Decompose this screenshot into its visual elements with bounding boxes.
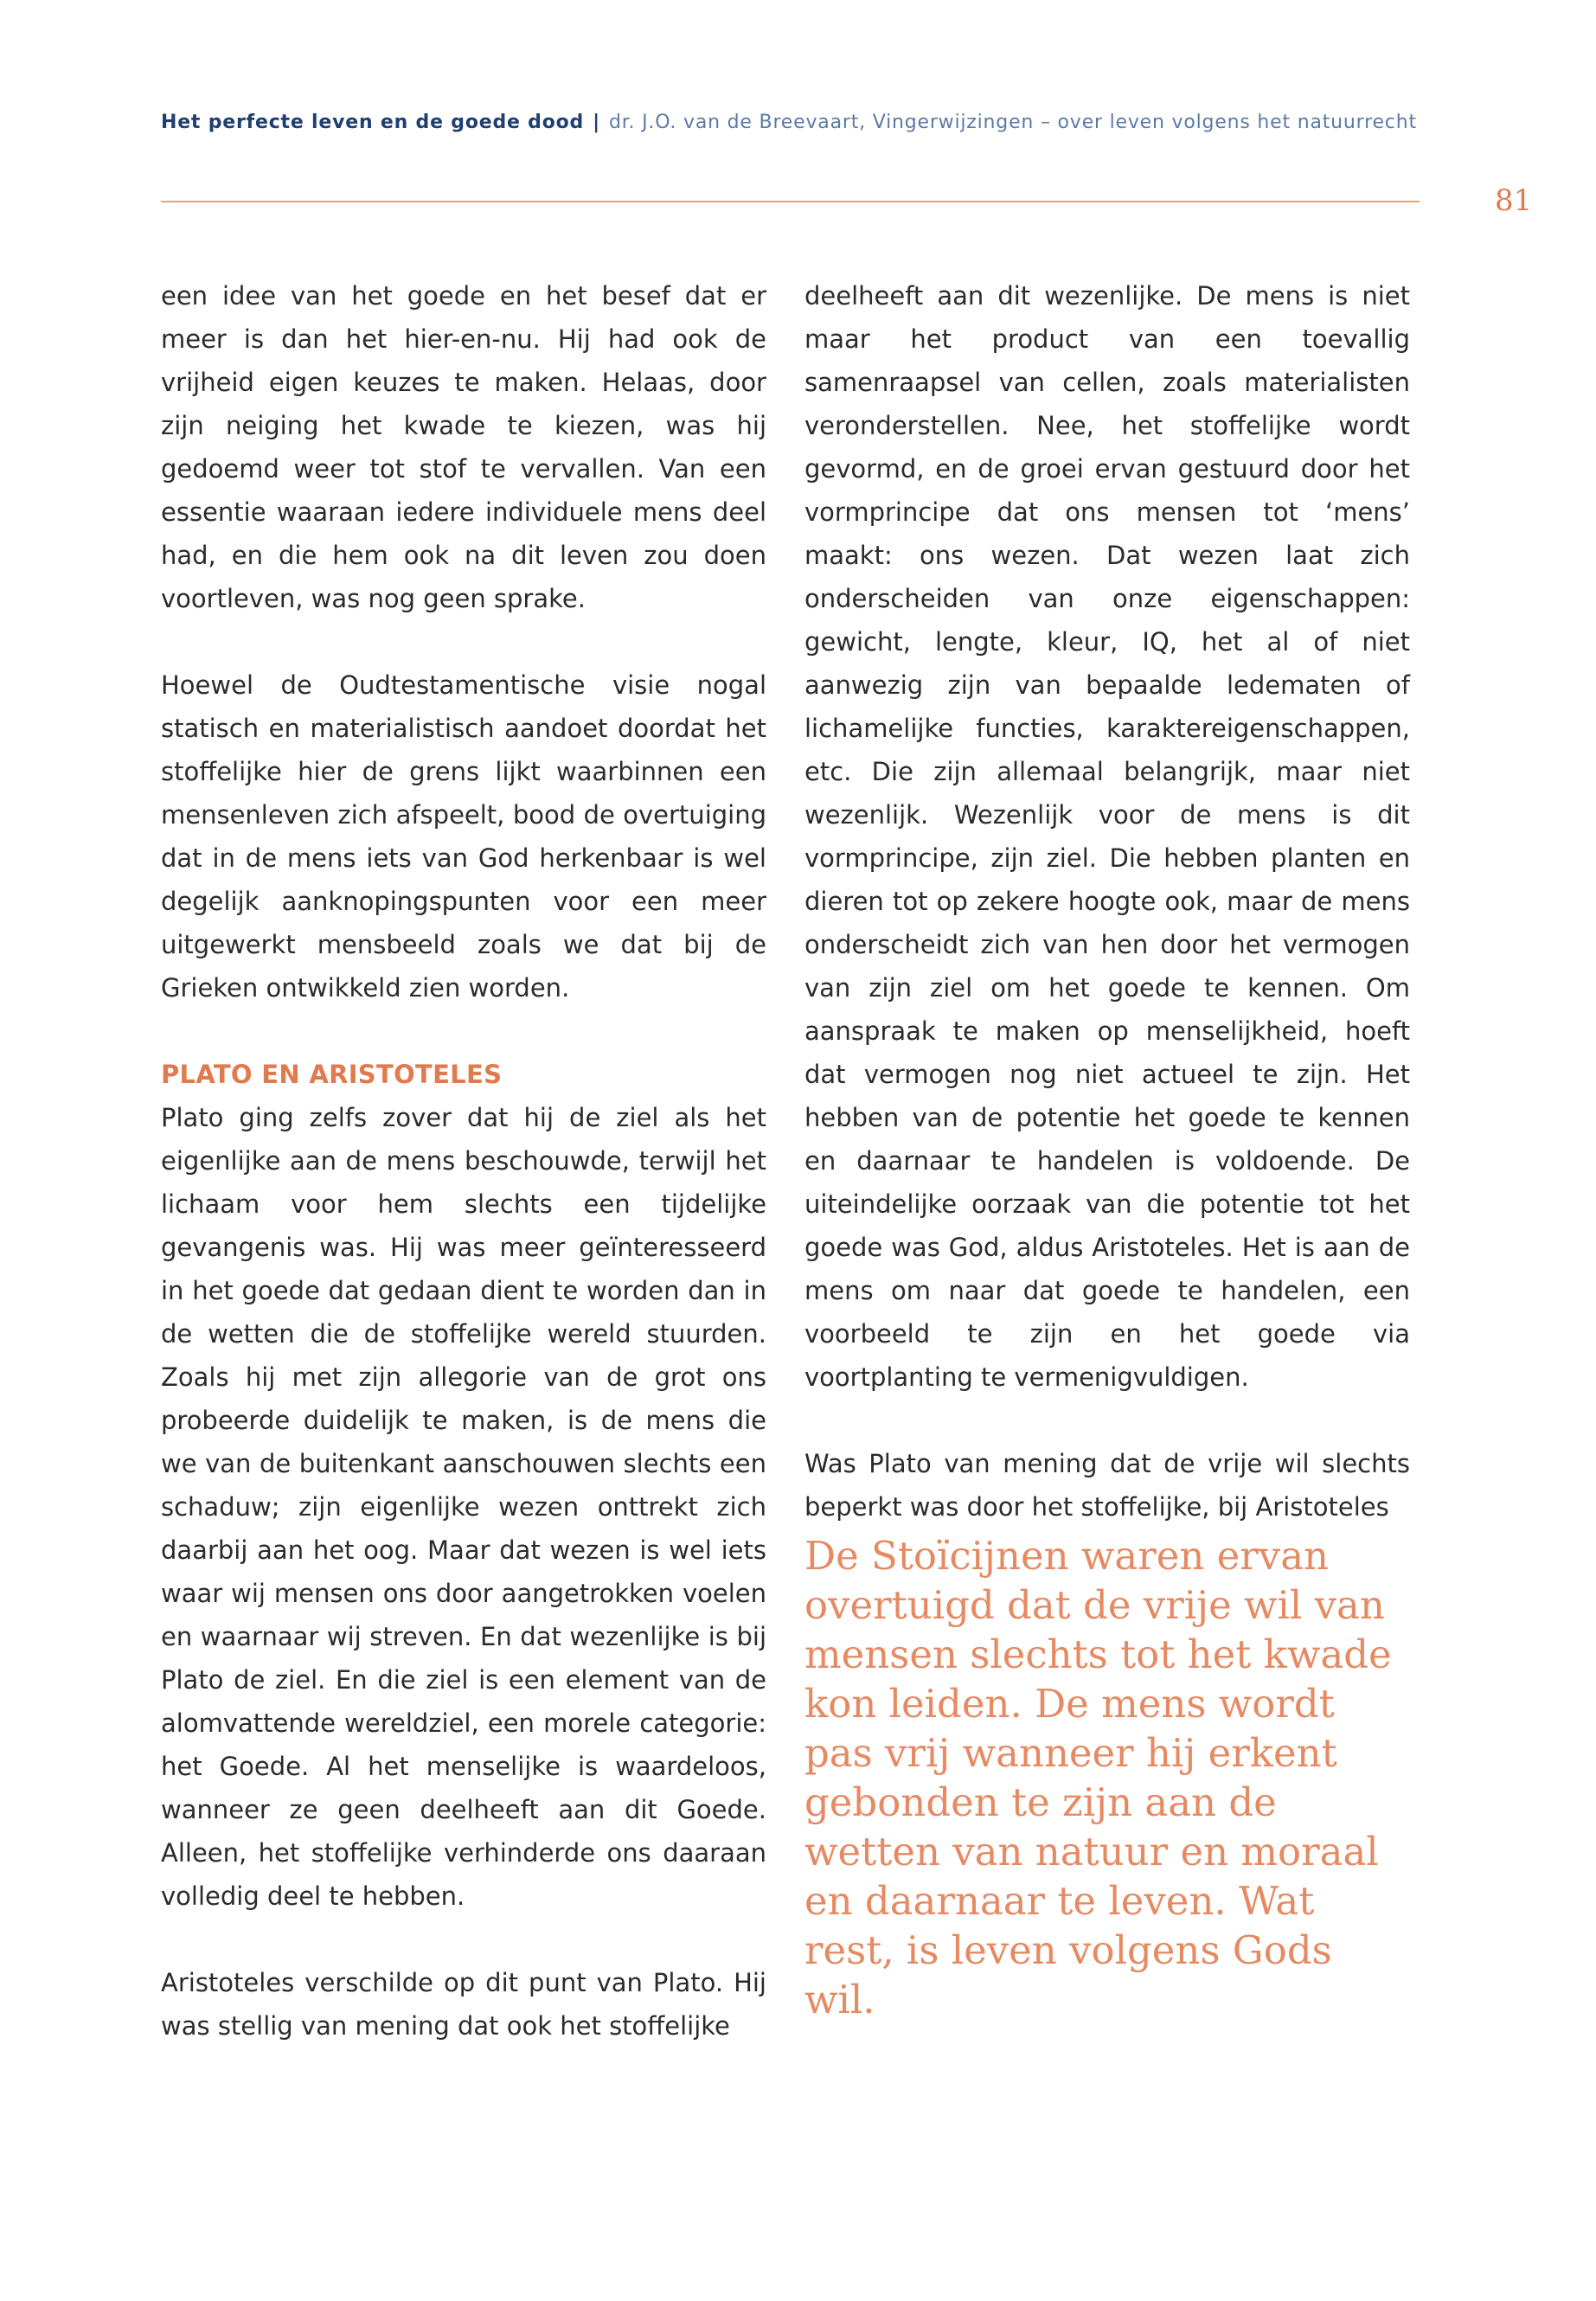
header-divider xyxy=(161,201,1420,202)
paragraph: Aristoteles verschilde op dit punt van Plato. Hij was stellig van mening dat ook het stoffelijke xyxy=(161,1968,766,2041)
header-separator: | xyxy=(593,112,600,133)
paragraph: een idee van het goede en het besef dat er meer is dan het hier-en-nu. Hij had ook de vrijheid eigen keuzes te maken. Helaas, door zijn neiging het kwade te kiezen, was hij gedoemd weer tot stof te vervallen. Van een essentie waaraan iedere individuele mens deel had, en die hem ook na dit leven zou doen voortleven, was nog geen sprake. xyxy=(161,281,766,613)
running-header xyxy=(161,112,1415,133)
paragraph: Plato ging zelfs zover dat hij de ziel als het eigenlijke aan de mens beschouwde, terwijl het lichaam voor hem slechts een tijdelijke gevangenis was. Hij was meer geïnteresseerd in het goede dat gedaan dient te worden dan in de wetten die de stoffelijke wereld stuurden. Zoals hij met zijn allegorie van de grot ons probeerde duidelijk te maken, is de mens die we van de buitenkant aanschouwen slechts een schaduw; zijn eigenlijke wezen onttrekt zich daarbij aan het oog. Maar dat wezen is wel iets waar wij mensen ons door aangetrokken voelen en waarnaar wij streven. En dat wezenlijke is bij Plato de ziel. En die ziel is een element van de alomvattende wereldziel, een morele categorie: het Goede. Al het menselijke is waardeloos, wanneer ze geen deelheeft aan dit Goede. Alleen, het stoffelijke verhinderde ons daaraan volledig deel te hebben. xyxy=(161,1103,766,1911)
paragraph: Was Plato van mening dat de vrije wil slechts beperkt was door het stoffelijke, bij Aristoteles xyxy=(804,1449,1410,1522)
section-heading: PLATO EN ARISTOTELES xyxy=(161,1060,503,1089)
book-title: Het perfecte leven en de goede dood xyxy=(161,112,585,133)
paragraph: deelheeft aan dit wezenlijke. De mens is niet maar het product van een toevallig samenraapsel van cellen, zoals materialisten veronderstellen. Nee, het stoffelijke wordt gevormd, en de groei ervan gestuurd door het vormprincipe dat ons mensen tot ‘mens’ maakt: ons wezen. Dat wezen laat zich onderscheiden van onze eigenschappen: gewicht, lengte, kleur, IQ, het al of niet aanwezig zijn van bepaalde ledematen of lichamelijke functies, karaktereigenschappen, etc. Die zijn allemaal belangrijk, maar niet wezenlijk. Wezenlijk voor de mens is dit vormprincipe, zijn ziel. Die hebben planten en dieren tot op zekere hoogte ook, maar de mens onderscheidt zich van hen door het vermogen van zijn ziel om het goede te kennen. Om aanspraak te maken op menselijkheid, hoeft dat vermogen nog niet actueel te zijn. Het hebben van de potentie het goede te kennen en daarnaar te handelen is voldoende. De uiteindelijke oorzaak van die potentie tot het goede was God, aldus Aristoteles. Het is aan de mens om naar dat goede te handelen, een voorbeeld te zijn en het goede via voortplanting te vermenigvuldigen. xyxy=(804,281,1410,1392)
pull-quote: De Stoïcijnen waren ervan overtuigd dat de vrije wil van mensen slechts tot het kwade kon leiden. De mens wordt pas vrij wanneer hij erkent gebonden te zijn aan de wetten van natuur en moraal en daarnaar te leven. Wat rest, is leven volgens Gods wil. xyxy=(804,1533,1392,2022)
paragraph: Hoewel de Oudtestamentische visie nogal statisch en materialistisch aandoet doordat het stoffelijke hier de grens lijkt waarbinnen een mensenleven zich afspeelt, bood de overtuiging dat in de mens iets van God herkenbaar is wel degelijk aanknopingspunten voor een meer uitgewerkt mensbeeld zoals we dat bij de Grieken ontwikkeld zien worden. xyxy=(161,670,766,1003)
right-text-column xyxy=(804,274,1410,1529)
page-number: 81 xyxy=(1495,183,1533,218)
chapter-subtitle: dr. J.O. van de Breevaart, Vingerwijzingen – over leven volgens het natuurrecht xyxy=(608,112,1417,133)
left-text-column xyxy=(161,274,766,2048)
